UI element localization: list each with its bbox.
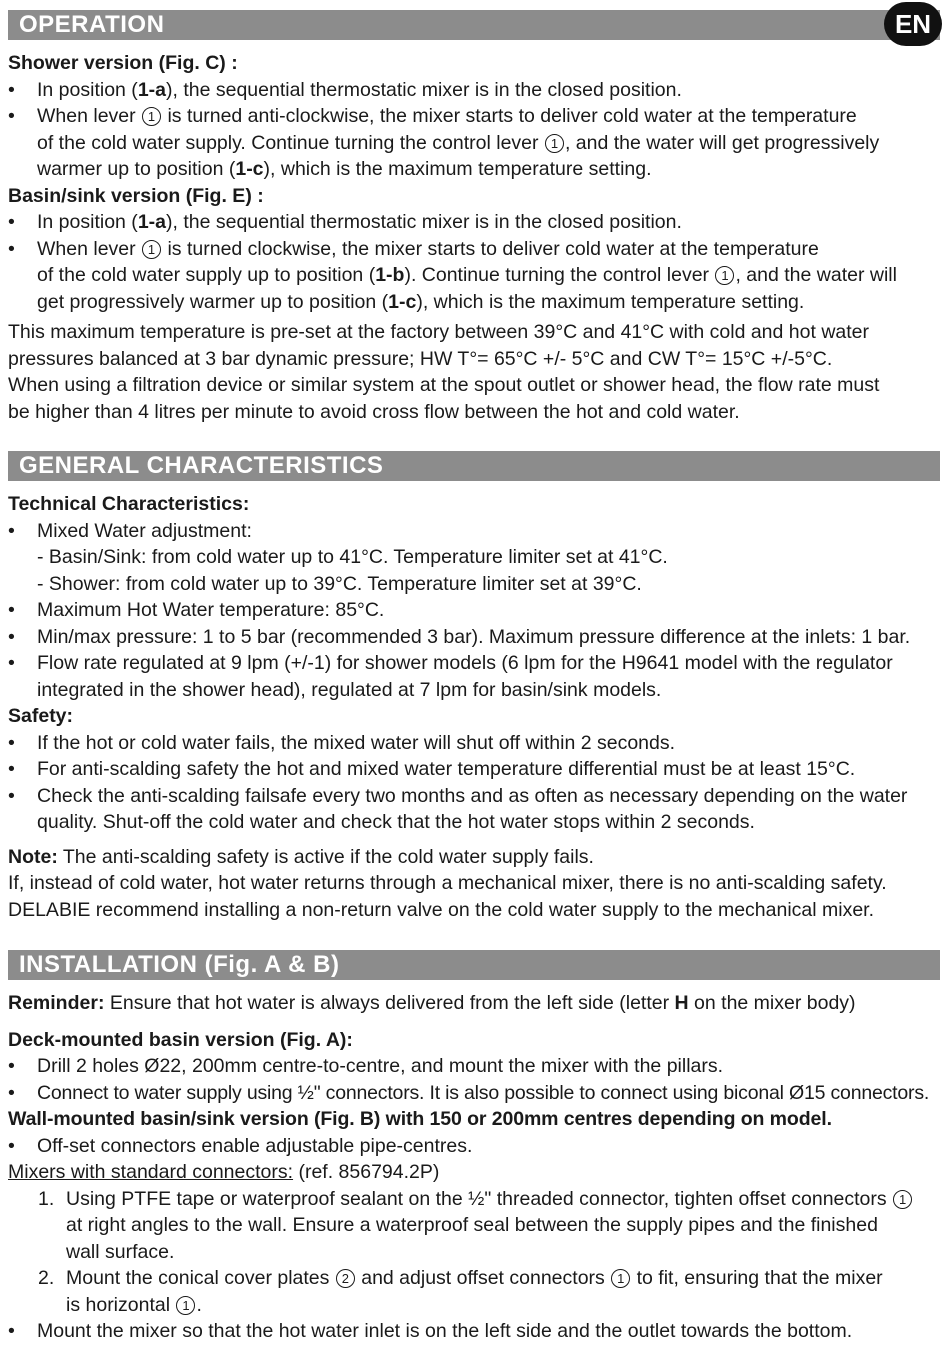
wall-heading: Wall-mounted basin/sink version (Fig. B) with 150 or 200mm centres depending on model.	[8, 1108, 832, 1130]
marker-1-icon: 1	[545, 134, 564, 153]
marker-1-icon: 1	[176, 1296, 195, 1315]
deck-heading: Deck-mounted basin version (Fig. A):	[8, 1028, 353, 1051]
list-item: • If the hot or cold water fails, the mixed water will shut off within 2 seconds.	[8, 730, 940, 757]
paragraph-line: When using a filtration device or similar system at the spout outlet or shower head, the flow rate must	[8, 374, 880, 396]
list-item: • Min/max pressure: 1 to 5 bar (recommended 3 bar). Maximum pressure difference at the inlets: 1 bar.	[8, 624, 940, 651]
list-item-continued: warmer up to position (1-c), which is the maximum temperature setting.	[37, 158, 652, 180]
numbered-step-continued: at right angles to the wall. Ensure a waterproof seal between the supply pipes and the finished	[66, 1214, 878, 1236]
marker-1-icon: 1	[715, 266, 734, 285]
paragraph-line: pressures balanced at 3 bar dynamic pressure; HW T°= 65°C +/- 5°C and CW T°= 15°C +/-5°C.	[8, 347, 833, 370]
paragraph-line: be higher than 4 litres per minute to avoid cross flow between the hot and cold water.	[8, 400, 740, 423]
numbered-step: 1. Using PTFE tape or waterproof sealant on the ½" threaded connector, tighten offset connectors 1	[8, 1186, 940, 1213]
marker-2-icon: 2	[336, 1269, 355, 1288]
list-item-continued: quality. Shut-off the cold water and check that the hot water stops within 2 seconds.	[37, 811, 755, 833]
list-item: • When lever 1 is turned clockwise, the mixer starts to deliver cold water at the temperature	[8, 236, 940, 263]
note-line: Note: The anti-scalding safety is active if the cold water supply fails.	[8, 845, 594, 868]
paragraph-line: This maximum temperature is pre-set at the factory between 39°C and 41°C with cold and hot water	[8, 321, 869, 343]
list-item: • Mixed Water adjustment:	[8, 518, 940, 545]
list-item-continued: - Basin/Sink: from cold water up to 41°C. Temperature limiter set at 41°C.	[37, 546, 668, 568]
operation-content	[8, 50, 940, 425]
section-bar-general	[8, 451, 940, 481]
language-badge: EN	[884, 2, 942, 46]
marker-1-icon: 1	[142, 107, 161, 126]
list-item: • Connect to water supply using ½" connectors. It is also possible to connect using biconal Ø15 connectors.	[8, 1080, 940, 1107]
section-bar-installation	[8, 950, 940, 980]
shower-heading: Shower version (Fig. C) :	[8, 52, 238, 74]
list-item: • Maximum Hot Water temperature: 85°C.	[8, 597, 940, 624]
list-item: • In position (1-a), the sequential thermostatic mixer is in the closed position.	[8, 209, 940, 236]
list-item: • Flow rate regulated at 9 lpm (+/-1) for shower models (6 lpm for the H9641 model with the regulator	[8, 650, 940, 677]
paragraph-line: DELABIE recommend installing a non-return valve on the cold water supply to the mechanical mixer.	[8, 898, 875, 921]
list-item: • Check the anti-scalding failsafe every two months and as often as necessary depending on the water	[8, 783, 940, 810]
section-title: GENERAL CHARACTERISTICS	[19, 452, 384, 479]
numbered-step-continued: wall surface.	[66, 1240, 175, 1263]
list-item-continued: - Shower: from cold water up to 39°C. Temperature limiter set at 39°C.	[37, 572, 642, 595]
list-item: • When lever 1 is turned anti-clockwise, the mixer starts to deliver cold water at the temperature	[8, 103, 940, 130]
section-bar-operation	[8, 10, 940, 40]
numbered-step-continued: is horizontal 1 .	[66, 1293, 202, 1316]
paragraph-line: If, instead of cold water, hot water returns through a mechanical mixer, there is no anti-scalding safety.	[8, 872, 887, 894]
numbered-step: 2. Mount the conical cover plates 2 and adjust offset connectors 1 to fit, ensuring that the mixer	[38, 1267, 883, 1289]
marker-1-icon: 1	[893, 1190, 912, 1209]
standard-connectors-line: Mixers with standard connectors: (ref. 856794.2P)	[8, 1161, 440, 1183]
reminder-line: Reminder: Ensure that hot water is always delivered from the left side (letter H on the mixer body)	[8, 992, 856, 1014]
list-item: • Off-set connectors enable adjustable pipe-centres.	[8, 1133, 940, 1160]
list-item: • In position (1-a), the sequential thermostatic mixer is in the closed position.	[8, 77, 940, 104]
technical-heading: Technical Characteristics:	[8, 493, 250, 515]
marker-1-icon: 1	[611, 1269, 630, 1288]
section-title: OPERATION	[19, 11, 165, 38]
list-item: • Mount the mixer so that the hot water inlet is on the left side and the outlet towards the bottom.	[8, 1318, 940, 1345]
section-title: INSTALLATION (Fig. A & B)	[19, 951, 340, 978]
list-item: • Drill 2 holes Ø22, 200mm centre-to-centre, and mount the mixer with the pillars.	[8, 1053, 940, 1080]
installation-content	[8, 990, 940, 1345]
basin-heading: Basin/sink version (Fig. E) :	[8, 184, 264, 207]
marker-1-icon: 1	[142, 240, 161, 259]
list-item-continued: get progressively warmer up to position (1-c), which is the maximum temperature setting.	[37, 290, 805, 313]
list-item-continued: integrated in the shower head), regulated at 7 lpm for basin/sink models.	[37, 678, 662, 701]
general-content	[8, 491, 940, 923]
list-item: • For anti-scalding safety the hot and mixed water temperature differential must be at least 15°C.	[8, 756, 940, 783]
list-item-continued: of the cold water supply. Continue turning the control lever 1 , and the water will get progressively	[37, 131, 880, 154]
safety-heading: Safety:	[8, 705, 74, 727]
list-item-continued: of the cold water supply up to position (1-b). Continue turning the control lever 1 , and the water will	[37, 264, 897, 286]
